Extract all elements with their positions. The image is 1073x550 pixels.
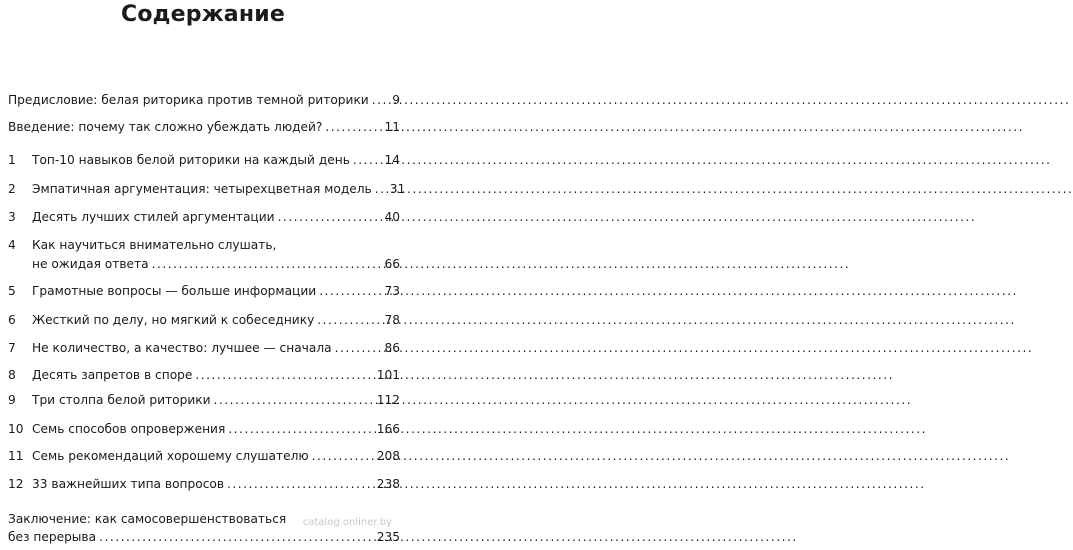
toc-entry-text: Жесткий по делу, но мягкий к собеседнику (32, 313, 315, 327)
toc-entry-chapter-12 (8, 476, 400, 492)
toc-entry-text: Не количество, а качество: лучшее — сначала (32, 341, 332, 355)
toc-entry-chapter-4 (8, 237, 400, 272)
toc-entry-text: Заключение: как самосовершенствоваться (8, 512, 287, 526)
toc-entry-number: 10 (8, 422, 24, 436)
toc-leader-dots (335, 340, 382, 356)
toc-leader-dots (325, 119, 381, 135)
toc-entry-page: 208 (376, 449, 400, 463)
toc-entry-text-continued: не ожидая ответа (32, 257, 149, 271)
toc-entry-page: 86 (384, 341, 400, 355)
toc-entry-chapter-6 (8, 312, 400, 328)
toc-leader-dots (227, 476, 374, 492)
table-of-contents (0, 0, 406, 550)
toc-entry-number: 5 (8, 284, 16, 298)
toc-leader-dots (214, 392, 374, 408)
toc-entry-page: 238 (376, 477, 400, 491)
toc-leader-dots (317, 312, 381, 328)
toc-entry-text: Три столпа белой риторики (32, 393, 211, 407)
toc-entry-page: 40 (384, 210, 400, 224)
toc-leader-dots (195, 367, 373, 383)
toc-entry-chapter-5 (8, 283, 400, 299)
toc-entry-text: Грамотные вопросы — больше информации (32, 284, 317, 298)
toc-entry-page: 31 (389, 182, 406, 196)
toc-leader-dots (99, 529, 374, 545)
toc-entry-chapter-10 (8, 421, 400, 437)
watermark: catalog.onliner.by (302, 517, 392, 528)
toc-entry-chapter-9 (8, 392, 400, 408)
toc-entry-chapter-8 (8, 367, 400, 383)
toc-entry-number: 7 (8, 341, 16, 355)
toc-entry-number: 11 (8, 449, 24, 463)
toc-entry-chapter-1 (8, 152, 400, 168)
toc-entry-chapter-2 (8, 181, 406, 197)
toc-entry-page: 66 (384, 257, 400, 271)
toc-leader-dots (319, 283, 381, 299)
toc-entry-number: 9 (8, 393, 16, 407)
toc-entry-number: 8 (8, 368, 16, 382)
toc-leader-dots (375, 181, 387, 197)
toc-entry-number: 6 (8, 313, 16, 327)
toc-entry-page: 166 (376, 422, 400, 436)
toc-entry-text: Как научиться внимательно слушать, (32, 238, 277, 252)
toc-entry-text-continued: без перерыва (8, 530, 97, 544)
toc-entry-text: Топ-10 навыков белой риторики на каждый день (32, 153, 350, 167)
toc-entry-number: 4 (8, 238, 16, 252)
toc-entry-chapter-7 (8, 340, 400, 356)
toc-entry-page: 14 (384, 153, 400, 167)
toc-entry-number: 3 (8, 210, 16, 224)
toc-entry-number: 1 (8, 153, 16, 167)
toc-entry-introduction (8, 119, 400, 135)
toc-entry-page: 101 (376, 368, 400, 382)
toc-leader-dots (152, 256, 382, 272)
toc-entry-preface (8, 92, 400, 108)
toc-entry-text: 33 важнейших типа вопросов (32, 477, 225, 491)
toc-entry-page: 112 (376, 393, 400, 407)
toc-entry-text: Введение: почему так сложно убеждать людей? (8, 120, 323, 134)
toc-page (0, 0, 406, 550)
toc-entry-page: 73 (384, 284, 400, 298)
toc-leader-dots (372, 92, 390, 108)
toc-entry-chapter-11 (8, 448, 400, 464)
toc-entry-text: Эмпатичная аргументация: четырехцветная модель (32, 182, 372, 196)
toc-leader-dots (228, 421, 373, 437)
toc-entry-page: 9 (392, 93, 400, 107)
toc-entry-text: Десять запретов в споре (32, 368, 193, 382)
toc-entry-text: Семь способов опровержения (32, 422, 226, 436)
toc-entry-number: 2 (8, 182, 16, 196)
toc-entry-page: 78 (384, 313, 400, 327)
page-title: Содержание (121, 2, 285, 27)
toc-entry-text: Предисловие: белая риторика против темной риторики (8, 93, 369, 107)
toc-leader-dots (278, 209, 382, 225)
toc-entry-page: 235 (376, 530, 400, 544)
toc-entry-number: 12 (8, 477, 24, 491)
toc-entry-page: 11 (384, 120, 400, 134)
toc-entry-chapter-3 (8, 209, 400, 225)
toc-entry-text: Десять лучших стилей аргументации (32, 210, 275, 224)
toc-leader-dots (312, 448, 374, 464)
toc-leader-dots (353, 152, 382, 168)
toc-entry-text: Семь рекомендаций хорошему слушателю (32, 449, 309, 463)
